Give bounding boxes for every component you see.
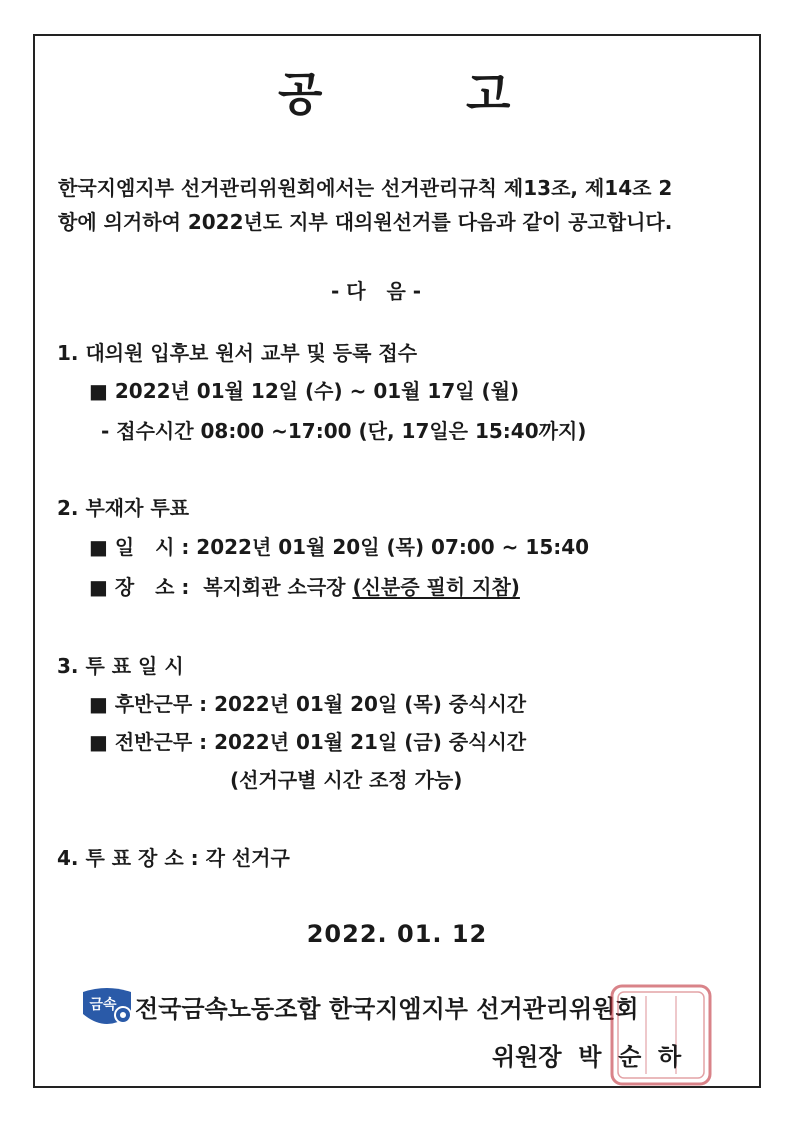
section-3-title: 3. 투 표 일 시 <box>57 654 184 678</box>
official-seal-icon <box>608 982 714 1088</box>
section-1-item-2: - 접수시간 08:00 ~17:00 (단, 17일은 15:40까지) <box>101 419 587 443</box>
title-char-2: 고 <box>466 67 513 121</box>
section-1-title: 1. 대의원 입후보 원서 교부 및 등록 접수 <box>57 341 418 365</box>
section-3-item-1: ■ 후반근무 : 2022년 01월 20일 (목) 중식시간 <box>89 692 527 716</box>
notice-date: 2022. 01. 12 <box>306 920 488 948</box>
chairperson-signature: 위원장 박 순 하 <box>492 1043 682 1071</box>
section-2-item-2-prefix: ■ 장 소 : 복지회관 소극장 <box>89 575 353 599</box>
intro-line-1: 한국지엠지부 선거관리위원회에서는 선거관리규칙 제13조, 제14조 2 <box>58 176 673 200</box>
section-heading: - 다 음 - <box>331 279 422 303</box>
section-4-title: 4. 투 표 장 소 : 각 선거구 <box>57 846 290 870</box>
section-2-item-1: ■ 일 시 : 2022년 01월 20일 (목) 07:00 ~ 15:40 <box>89 535 590 559</box>
union-logo-icon <box>79 984 135 1026</box>
title-char-1: 공 <box>278 67 325 121</box>
section-2-title: 2. 부재자 투표 <box>57 496 190 520</box>
organization-name: 전국금속노동조합 한국지엠지부 선거관리위원회 <box>135 995 639 1023</box>
section-2-item-2 <box>89 576 520 598</box>
section-3-item-2: ■ 전반근무 : 2022년 01월 21일 (금) 중식시간 <box>89 730 527 754</box>
section-2-item-2-underlined: (신분증 필히 지참) <box>352 575 520 599</box>
section-1-item-1: ■ 2022년 01월 12일 (수) ~ 01월 17일 (월) <box>89 379 520 403</box>
section-3-note: (선거구별 시간 조정 가능) <box>230 768 463 792</box>
intro-line-2: 항에 의거하여 2022년도 지부 대의원선거를 다음과 같이 공고합니다. <box>58 210 673 234</box>
logo-text: 금속 <box>89 997 117 1013</box>
